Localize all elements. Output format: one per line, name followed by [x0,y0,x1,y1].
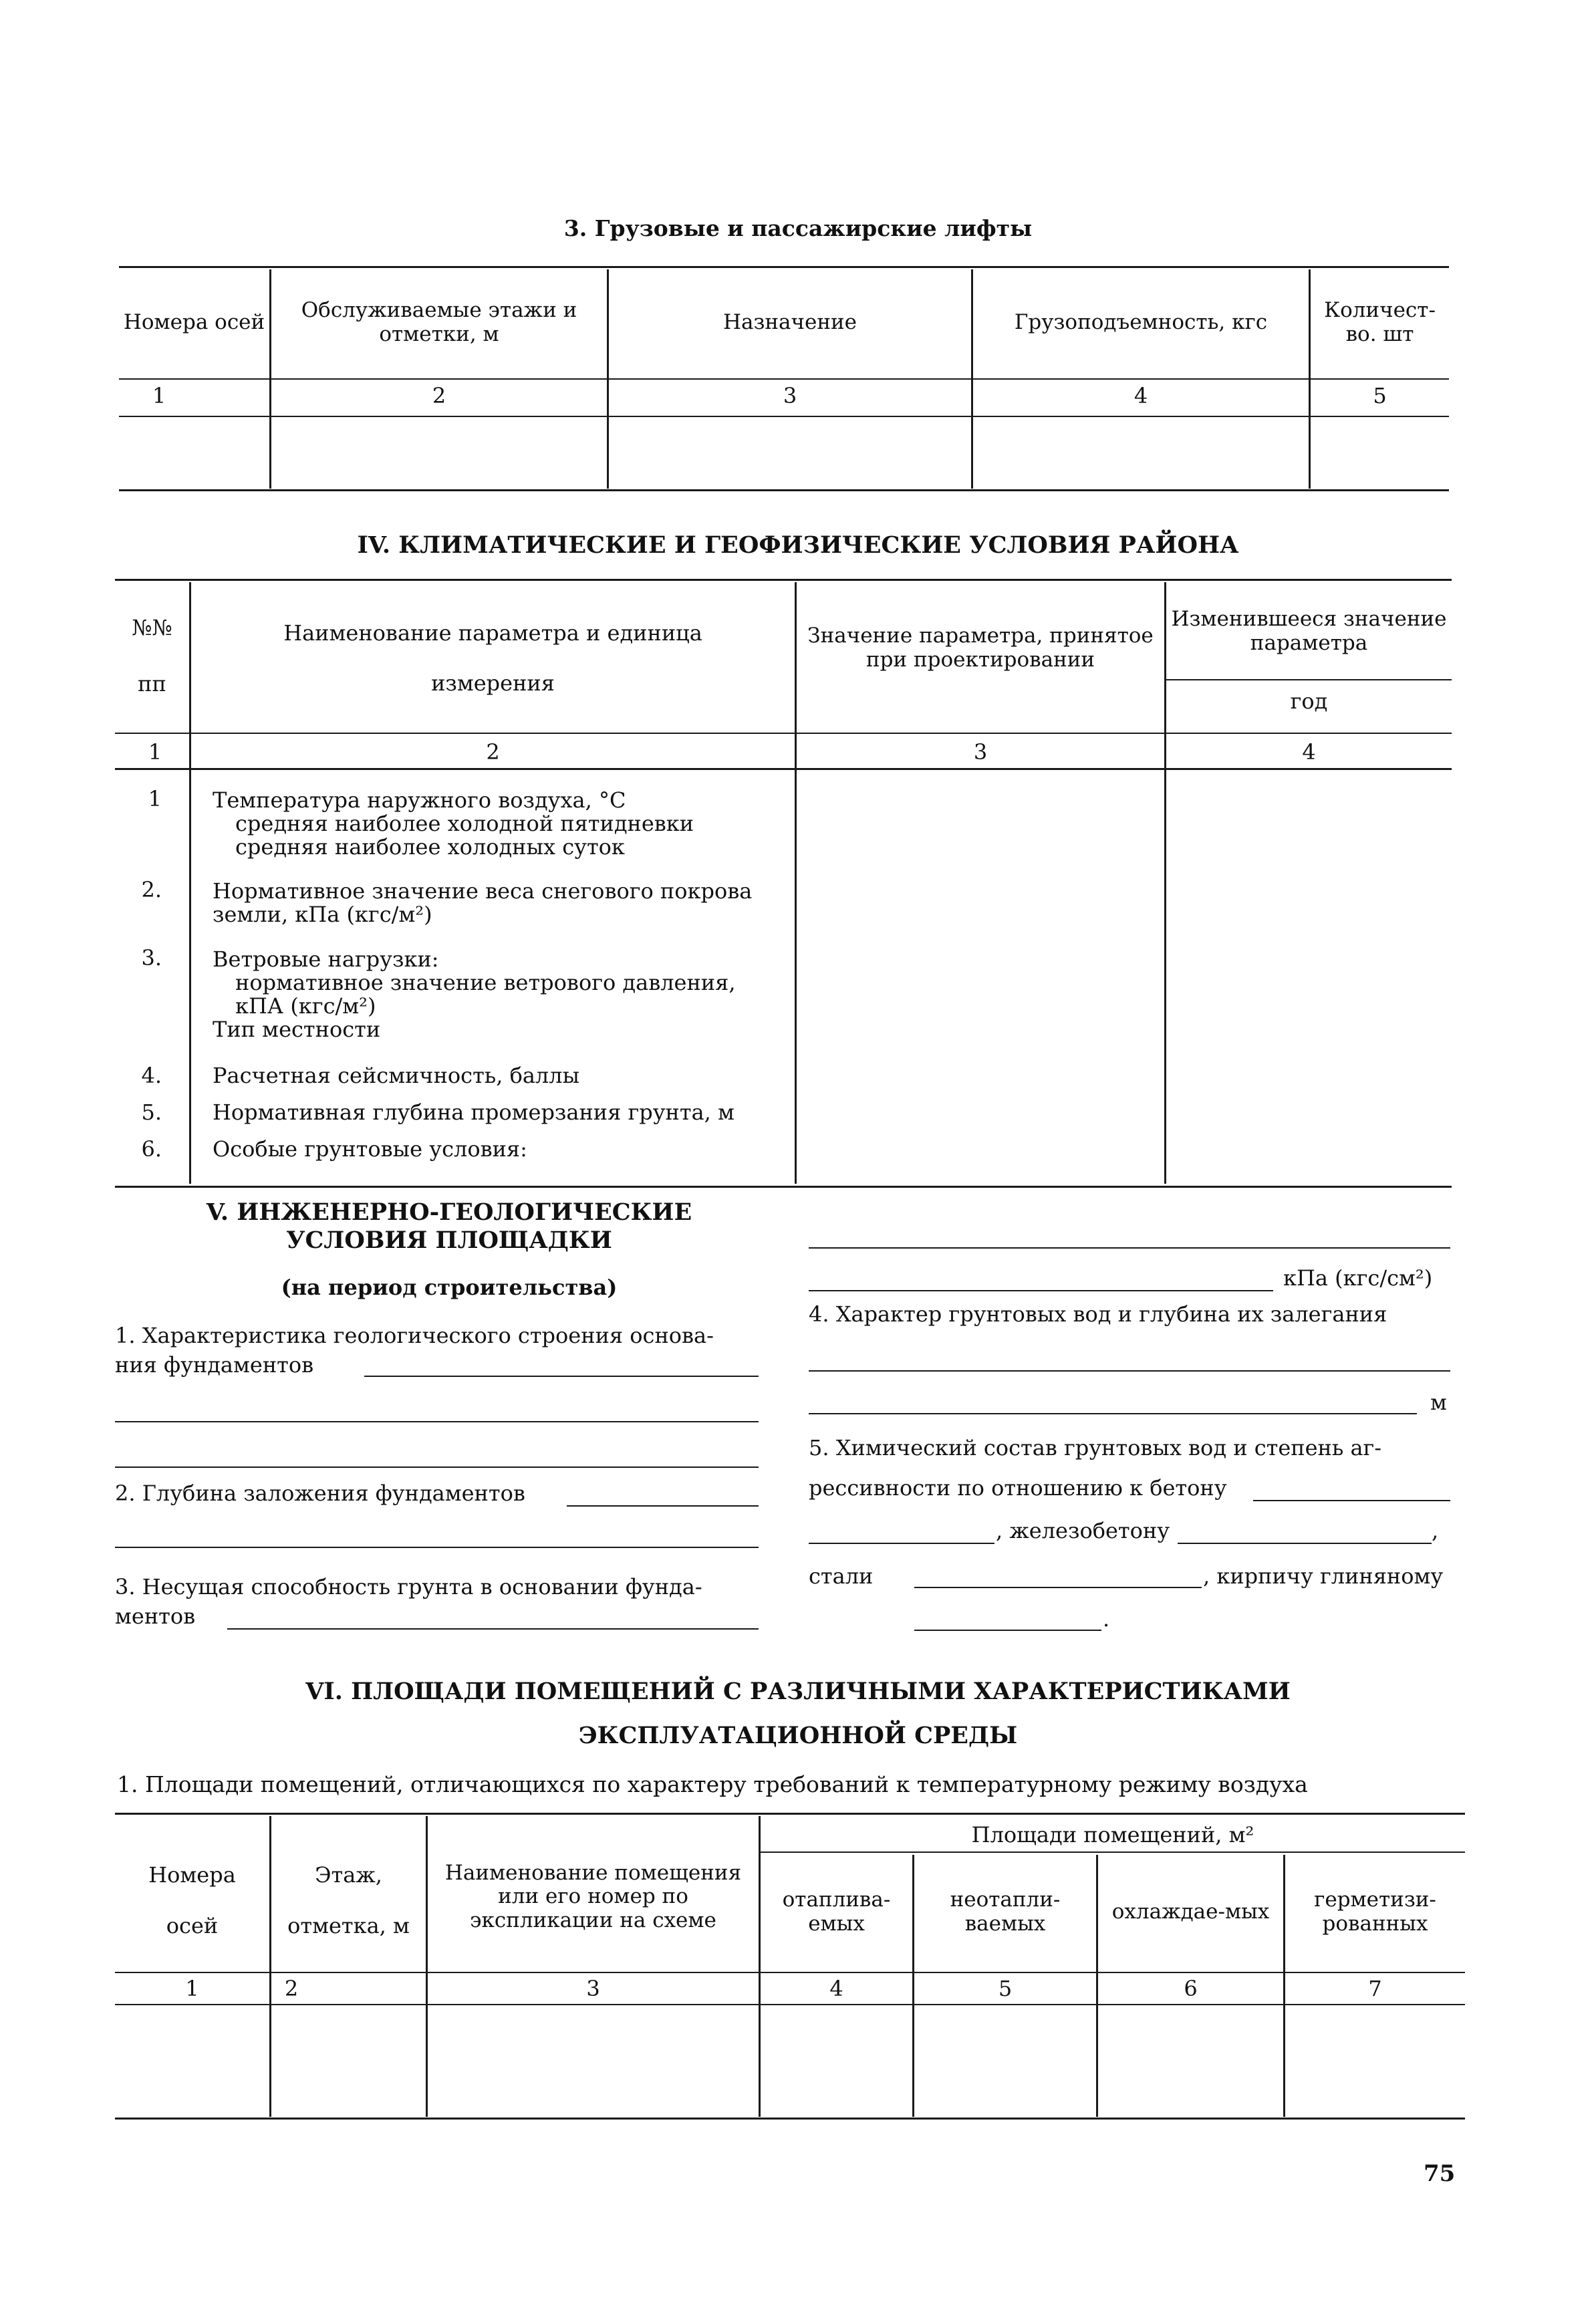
section6-title: VI. ПЛОЩАДИ ПОМЕЩЕНИЙ С РАЗЛИЧНЫМИ ХАРАКТЕРИСТИКАМИ [305,1678,1291,1705]
parameter-text: нормативное значение ветрового давления, [235,970,736,995]
header-number-bottom: пп [138,671,166,696]
fill-line [115,1547,759,1548]
table-rule [115,1186,1452,1188]
parameter-text: Особые грунтовые условия: [213,1136,527,1162]
header-design-value: Значение параметра, принятое при проектировании [807,624,1154,672]
header-floor-top: Этаж, [315,1862,382,1888]
fill-line [115,1466,759,1468]
parameter-text: Температура наружного воздуха, °С [213,787,626,813]
table-rule [119,378,1449,380]
fill-line [809,1247,1450,1249]
col-number: 4 [1134,383,1148,408]
row-number: 3. [141,945,162,971]
col-number: 3 [586,1976,600,2001]
col-number: 3 [973,739,988,765]
col-number: 3 [783,383,797,408]
table-rule [115,579,1452,581]
col-number: 4 [829,1976,843,2001]
header-areas-group: Площади помещений, м² [971,1822,1254,1847]
item1-text: ния фундаментов [115,1352,314,1378]
fill-line [115,1421,759,1422]
section5-title: V. ИНЖЕНЕРНО-ГЕОЛОГИЧЕСКИЕ [206,1198,692,1226]
fill-line [809,1370,1450,1372]
table-rule [115,1972,1465,1973]
table-rule [115,733,1452,734]
col-number: 1 [185,1976,199,2001]
parameter-text: Расчетная сейсмичность, баллы [213,1063,580,1088]
header-cooled: охлаждае-мых [1111,1900,1270,1924]
header-floors: Обслуживаемые этажи и отметки, м [301,298,577,346]
item5-text: 5. Химический состав грунтовых вод и степень аг- [809,1435,1382,1460]
parameter-text: земли, кПа (кгс/м²) [213,902,432,927]
header-axis-top: Номера [148,1862,236,1888]
row-number: 5. [141,1100,162,1125]
item5-text: рессивности по отношению к бетону [809,1475,1227,1501]
col-number: 2 [486,739,500,765]
header-unheated: неотапли-ваемых [950,1888,1061,1936]
header-number-top: №№ [132,615,172,640]
col-number: 5 [998,1976,1013,2001]
fill-line [227,1628,759,1630]
table-rule [119,489,1449,491]
item2-text: 2. Глубина заложения фундаментов [115,1481,525,1506]
header-axis-bottom: осей [166,1913,219,1938]
section6-subtitle: 1. Площади помещений, отличающихся по характеру требований к температурному режиму воздуха [117,1771,1308,1797]
fill-line [914,1587,1202,1588]
header-year: год [1290,688,1328,714]
col-number: 6 [1184,1976,1198,2001]
item1-text: 1. Характеристика геологического строения основа- [115,1323,714,1348]
col-number: 1 [152,383,166,408]
section5-subtitle: (на период строительства) [281,1275,618,1300]
fill-line [809,1413,1417,1414]
column-divider [426,1816,428,2117]
column-divider [269,1816,271,2117]
section6-title: ЭКСПЛУАТАЦИОННОЙ СРЕДЫ [578,1722,1018,1749]
parameter-text: кПА (кгс/м²) [235,993,376,1019]
punctuation: . [1103,1606,1110,1632]
table-rule [115,2004,1465,2005]
row-number: 4. [141,1063,162,1088]
header-heated: отаплива-емых [782,1888,891,1936]
table-rule [115,2118,1465,2120]
parameter-text: Нормативное значение веса снегового покрова [213,878,753,904]
fill-line [364,1376,759,1377]
header-capacity: Грузоподъемность, кгс [1014,310,1268,335]
col-number: 5 [1373,383,1387,408]
item5-text: стали [809,1563,874,1589]
header-changed-value: Изменившееся значение параметра [1171,607,1447,655]
section4-title: IV. КЛИМАТИЧЕСКИЕ И ГЕОФИЗИЧЕСКИЕ УСЛОВИЯ РАЙОНА [357,531,1239,559]
fill-line [914,1630,1101,1631]
header-purpose: Назначение [722,310,857,335]
parameter-text: средняя наиболее холодных суток [235,834,625,860]
fill-line [1178,1543,1432,1544]
fill-line [809,1290,1273,1291]
header-axis-numbers: Номера осей [123,310,265,335]
parameter-text: Тип местности [213,1017,381,1042]
item5-text: , кирпичу глиняному [1203,1563,1444,1589]
row-number: 2. [141,877,162,902]
fill-line [809,1543,994,1544]
parameter-text: Ветровые нагрузки: [213,946,439,972]
item3-text: ментов [115,1604,196,1629]
table-rule [119,266,1449,268]
table-rule [115,768,1452,770]
table-rule [119,416,1449,417]
item3-text: 3. Несущая способность грунта в основании фунда- [115,1574,702,1600]
parameter-text: средняя наиболее холодной пятидневки [235,811,694,836]
col-number: 7 [1368,1976,1382,2001]
unit-m: м [1430,1390,1447,1415]
header-quantity: Количест-во. шт [1324,298,1436,346]
punctuation: , [1432,1518,1439,1543]
row-number: 6. [141,1136,162,1162]
section5-title: УСЛОВИЯ ПЛОЩАДКИ [286,1227,612,1254]
item4-text: 4. Характер грунтовых вод и глубина их залегания [809,1301,1387,1327]
header-parameter-bottom: измерения [431,670,555,696]
row-number: 1 [148,786,162,811]
table-rule [759,1851,1465,1853]
parameter-text: Нормативная глубина промерзания грунта, м [213,1100,735,1125]
page-number: 75 [1424,2160,1456,2187]
item5-text: , железобетону [996,1518,1170,1543]
header-sealed: герметизи-рованных [1314,1888,1436,1936]
header-parameter-top: Наименование параметра и единица [283,620,702,646]
fill-line [1253,1500,1450,1501]
table-rule [115,1813,1465,1815]
col-number: 2 [432,383,446,408]
col-number: 1 [148,739,162,765]
unit-kpa: кПа (кгс/см²) [1283,1265,1433,1291]
header-room-name: Наименование помещения или его номер по экспликации на схеме [444,1860,742,1932]
header-floor-bottom: отметка, м [287,1913,410,1938]
table-rule [1166,679,1452,680]
column-divider [759,1816,761,2117]
section3-title: 3. Грузовые и пассажирские лифты [563,215,1033,241]
col-number: 2 [284,1976,299,2001]
col-number: 4 [1302,739,1316,765]
fill-line [567,1505,759,1507]
